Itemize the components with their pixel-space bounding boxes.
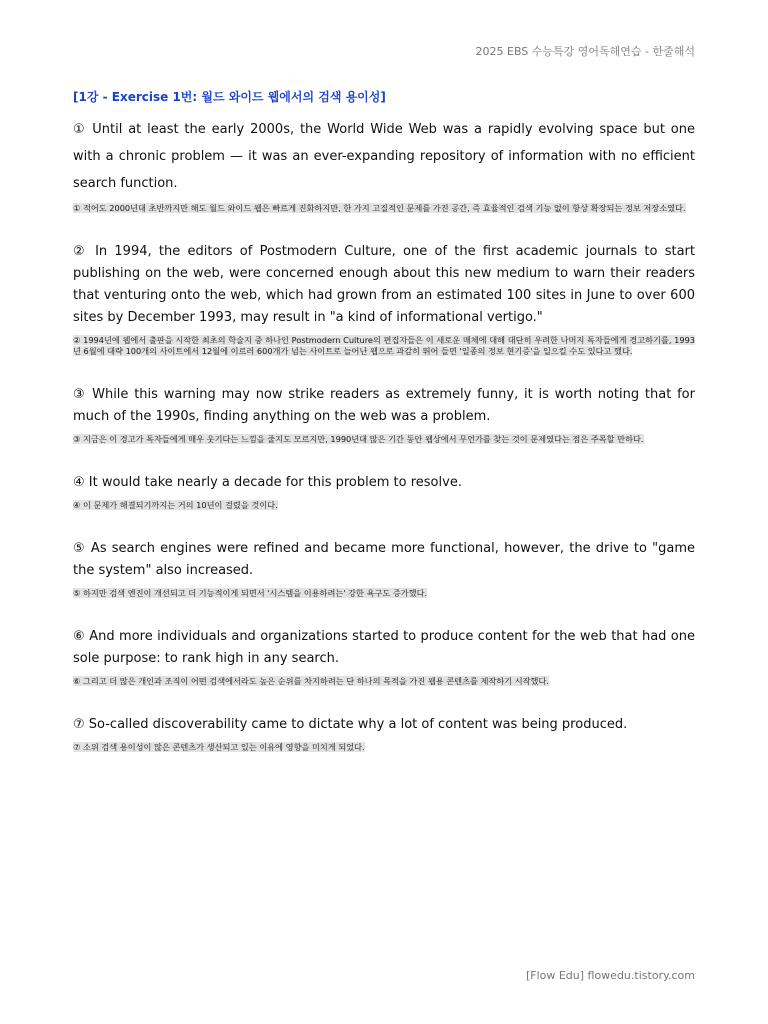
korean-translation bbox=[73, 335, 695, 357]
sentence-block-1 bbox=[73, 116, 695, 214]
korean-translation bbox=[73, 588, 695, 599]
translation-text: ③ 지금은 이 경고가 독자들에게 매우 웃기다는 느낌을 줄지도 모르지만, 1990년대 많은 기간 동안 웹상에서 무언가를 찾는 것이 문제였다는 점은 주목할 만하다. bbox=[73, 434, 644, 444]
translation-text: ④ 이 문제가 해결되기까지는 거의 10년이 걸렸을 것이다. bbox=[73, 500, 278, 510]
korean-translation bbox=[73, 434, 695, 445]
section-title: [1강 - Exercise 1번: 월드 와이드 웹에서의 검색 용이성] bbox=[73, 90, 386, 104]
english-sentence: ① Until at least the early 2000s, the World Wide Web was a rapidly evolving space but one with a chronic problem — it was an ever-expanding repository of information with no efficient search function. bbox=[73, 122, 695, 191]
translation-text: ⑦ 소위 검색 용이성이 많은 콘텐츠가 생산되고 있는 이유에 영향을 미치게 되었다. bbox=[73, 742, 365, 752]
english-sentence: ⑥ And more individuals and organizations started to produce content for the web that had one sole purpose: to rank high in any search. bbox=[73, 629, 695, 666]
english-sentence: ⑤ As search engines were refined and became more functional, however, the drive to "game the system" also increased. bbox=[73, 541, 695, 578]
translation-text: ⑤ 하지만 검색 엔진이 개선되고 더 기능적이게 되면서 '시스템을 이용하려는' 강한 욕구도 증가했다. bbox=[73, 588, 428, 598]
english-sentence: ② In 1994, the editors of Postmodern Culture, one of the first academic journals to start publishing on the web, were concerned enough about this new medium to warn their readers that venturing onto the web, which had grown from an estimated 100 sites in June to over 600 sites by December 1993, may result in "a kind of informational vertigo." bbox=[73, 244, 695, 325]
translation-text: ⑥ 그리고 더 많은 개인과 조직이 어떤 검색에서라도 높은 순위를 차지하려는 단 하나의 목적을 가진 웹용 콘텐츠를 제작하기 시작했다. bbox=[73, 676, 549, 686]
sentence-block-7 bbox=[73, 714, 695, 753]
english-sentence: ③ While this warning may now strike readers as extremely funny, it is worth noting that for much of the 1990s, finding anything on the web was a problem. bbox=[73, 387, 695, 424]
translation-text: ② 1994년에 웹에서 출판을 시작한 최초의 학술지 중 하나인 Postmodern Culture의 편집자들은 이 새로운 매체에 대해 대단히 우려한 나머지 독자들에게 경고하기를, 1993년 6월에 대략 100개의 사이트에서 12월에 이르러 600개가 넘는 사이트로 늘어난 웹으로 과감히 뛰어 들면 '일종의 정보 현기증'을 일으킬 수도 있다고 했다. bbox=[73, 335, 695, 356]
sentence-block-4 bbox=[73, 472, 695, 511]
sentence-block-3 bbox=[73, 384, 695, 445]
document-body bbox=[73, 88, 695, 780]
translation-text: ① 적어도 2000년대 초반까지만 해도 월드 와이드 웹은 빠르게 진화하지만, 한 가지 고질적인 문제를 가진 공간, 즉 효율적인 검색 기능 없이 항상 확장되는 정보 저장소였다. bbox=[73, 203, 686, 213]
korean-translation bbox=[73, 742, 695, 753]
korean-translation bbox=[73, 203, 695, 214]
page-footer: [Flow Edu] flowedu.tistory.com bbox=[525, 969, 695, 982]
sentence-block-6 bbox=[73, 626, 695, 687]
english-sentence: ④ It would take nearly a decade for this problem to resolve. bbox=[73, 475, 462, 490]
korean-translation bbox=[73, 500, 695, 511]
english-sentence: ⑦ So-called discoverability came to dictate why a lot of content was being produced. bbox=[73, 717, 628, 732]
sentence-block-5 bbox=[73, 538, 695, 599]
page-header: 2025 EBS 수능특강 영어독해연습 - 한줄해석 bbox=[475, 45, 695, 58]
sentence-block-2 bbox=[73, 241, 695, 357]
korean-translation bbox=[73, 676, 695, 687]
